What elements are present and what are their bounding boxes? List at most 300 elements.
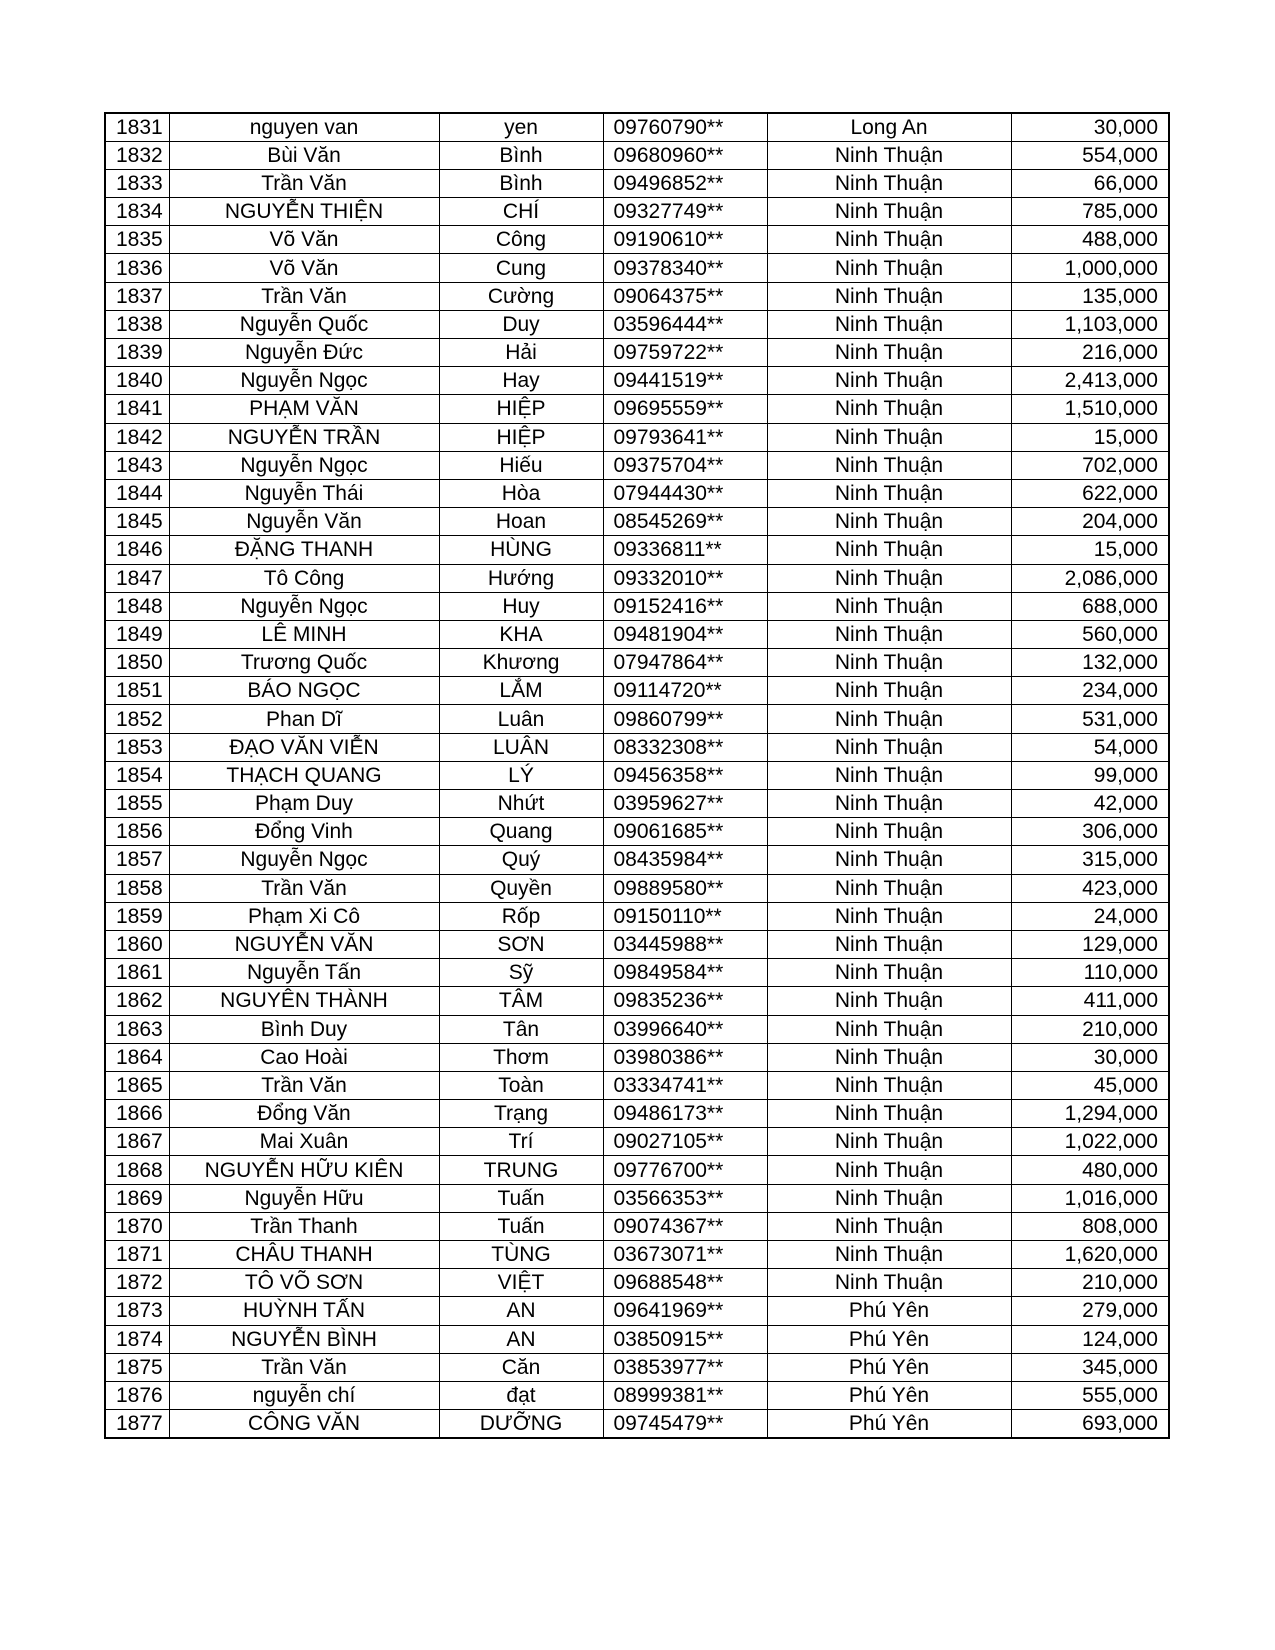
province-cell: Ninh Thuận [767,987,1011,1015]
phone-cell: 09835236** [603,987,767,1015]
last-name-cell: NGUYÊN THÀNH [169,987,439,1015]
phone-cell: 09759722** [603,339,767,367]
row-number-cell: 1853 [105,733,169,761]
amount-cell: 2,413,000 [1011,367,1169,395]
phone-cell: 07947864** [603,649,767,677]
amount-cell: 688,000 [1011,592,1169,620]
table-row [105,1156,1169,1184]
row-number-cell: 1860 [105,930,169,958]
row-number-cell: 1876 [105,1381,169,1409]
row-number-cell: 1839 [105,339,169,367]
last-name-cell: Tô Công [169,564,439,592]
phone-cell: 09889580** [603,874,767,902]
phone-cell: 08332308** [603,733,767,761]
first-name-cell: HÙNG [439,536,603,564]
province-cell: Ninh Thuận [767,1269,1011,1297]
phone-cell: 03673071** [603,1241,767,1269]
phone-cell: 09064375** [603,282,767,310]
table-row [105,198,1169,226]
province-cell: Ninh Thuận [767,1043,1011,1071]
province-cell: Ninh Thuận [767,592,1011,620]
province-cell: Ninh Thuận [767,649,1011,677]
province-cell: Phú Yên [767,1297,1011,1325]
amount-cell: 15,000 [1011,423,1169,451]
phone-cell: 09332010** [603,564,767,592]
province-cell: Ninh Thuận [767,818,1011,846]
last-name-cell: Nguyễn Ngọc [169,846,439,874]
first-name-cell: Toàn [439,1071,603,1099]
last-name-cell: TÔ VÕ SƠN [169,1269,439,1297]
row-number-cell: 1862 [105,987,169,1015]
row-number-cell: 1852 [105,705,169,733]
last-name-cell: CÔNG VĂN [169,1410,439,1438]
first-name-cell: Hòa [439,479,603,507]
table-row [105,339,1169,367]
table-row [105,902,1169,930]
table-row [105,1325,1169,1353]
row-number-cell: 1847 [105,564,169,592]
last-name-cell: Cao Hoài [169,1043,439,1071]
phone-cell: 09486173** [603,1100,767,1128]
last-name-cell: LÊ MINH [169,620,439,648]
first-name-cell: LUÂN [439,733,603,761]
table-row [105,790,1169,818]
first-name-cell: Tuấn [439,1212,603,1240]
phone-cell: 08545269** [603,508,767,536]
province-cell: Ninh Thuận [767,1184,1011,1212]
province-cell: Ninh Thuận [767,282,1011,310]
province-cell: Phú Yên [767,1410,1011,1438]
province-cell: Ninh Thuận [767,846,1011,874]
first-name-cell: HIỆP [439,395,603,423]
phone-cell: 09441519** [603,367,767,395]
table-row [105,818,1169,846]
first-name-cell: đạt [439,1381,603,1409]
first-name-cell: Hiếu [439,451,603,479]
province-cell: Ninh Thuận [767,874,1011,902]
province-cell: Ninh Thuận [767,902,1011,930]
last-name-cell: Nguyễn Thái [169,479,439,507]
province-cell: Ninh Thuận [767,141,1011,169]
amount-cell: 110,000 [1011,959,1169,987]
last-name-cell: Bùi Văn [169,141,439,169]
last-name-cell: Trương Quốc [169,649,439,677]
phone-cell: 09745479** [603,1410,767,1438]
phone-cell: 09688548** [603,1269,767,1297]
row-number-cell: 1844 [105,479,169,507]
phone-cell: 09378340** [603,254,767,282]
first-name-cell: Bình [439,169,603,197]
amount-cell: 808,000 [1011,1212,1169,1240]
province-cell: Ninh Thuận [767,564,1011,592]
row-number-cell: 1869 [105,1184,169,1212]
province-cell: Ninh Thuận [767,930,1011,958]
phone-cell: 09760790** [603,113,767,141]
province-cell: Ninh Thuận [767,310,1011,338]
phone-cell: 09027105** [603,1128,767,1156]
last-name-cell: NGUYỄN THIỆN [169,198,439,226]
last-name-cell: Trần Văn [169,1071,439,1099]
table-row [105,536,1169,564]
last-name-cell: Trần Văn [169,169,439,197]
amount-cell: 204,000 [1011,508,1169,536]
first-name-cell: DƯỠNG [439,1410,603,1438]
amount-cell: 42,000 [1011,790,1169,818]
table-row [105,367,1169,395]
first-name-cell: Quang [439,818,603,846]
phone-cell: 09061685** [603,818,767,846]
last-name-cell: Nguyễn Ngọc [169,367,439,395]
first-name-cell: AN [439,1325,603,1353]
row-number-cell: 1854 [105,761,169,789]
phone-cell: 07944430** [603,479,767,507]
row-number-cell: 1850 [105,649,169,677]
first-name-cell: Hải [439,339,603,367]
first-name-cell: KHA [439,620,603,648]
last-name-cell: ĐẠO VĂN VIỄN [169,733,439,761]
phone-cell: 09456358** [603,761,767,789]
phone-cell: 03996640** [603,1015,767,1043]
amount-cell: 306,000 [1011,818,1169,846]
row-number-cell: 1857 [105,846,169,874]
phone-cell: 09327749** [603,198,767,226]
donor-table [104,112,1170,1439]
first-name-cell: AN [439,1297,603,1325]
phone-cell: 08999381** [603,1381,767,1409]
last-name-cell: nguyen van [169,113,439,141]
table-row [105,930,1169,958]
table-row [105,1269,1169,1297]
table-row [105,564,1169,592]
first-name-cell: Căn [439,1353,603,1381]
row-number-cell: 1846 [105,536,169,564]
first-name-cell: LÝ [439,761,603,789]
amount-cell: 1,016,000 [1011,1184,1169,1212]
first-name-cell: Nhứt [439,790,603,818]
last-name-cell: ĐẶNG THANH [169,536,439,564]
province-cell: Ninh Thuận [767,169,1011,197]
row-number-cell: 1845 [105,508,169,536]
first-name-cell: Tuấn [439,1184,603,1212]
amount-cell: 554,000 [1011,141,1169,169]
province-cell: Ninh Thuận [767,254,1011,282]
table-row [105,169,1169,197]
amount-cell: 1,103,000 [1011,310,1169,338]
first-name-cell: Duy [439,310,603,338]
last-name-cell: Đổng Văn [169,1100,439,1128]
phone-cell: 09114720** [603,677,767,705]
table-row [105,677,1169,705]
phone-cell: 09496852** [603,169,767,197]
row-number-cell: 1832 [105,141,169,169]
first-name-cell: TÂM [439,987,603,1015]
first-name-cell: Khương [439,649,603,677]
amount-cell: 45,000 [1011,1071,1169,1099]
province-cell: Ninh Thuận [767,705,1011,733]
amount-cell: 315,000 [1011,846,1169,874]
row-number-cell: 1871 [105,1241,169,1269]
first-name-cell: Quý [439,846,603,874]
province-cell: Phú Yên [767,1353,1011,1381]
amount-cell: 216,000 [1011,339,1169,367]
first-name-cell: Công [439,226,603,254]
row-number-cell: 1865 [105,1071,169,1099]
first-name-cell: SƠN [439,930,603,958]
row-number-cell: 1833 [105,169,169,197]
last-name-cell: NGUYỄN HỮU KIÊN [169,1156,439,1184]
last-name-cell: Nguyễn Văn [169,508,439,536]
province-cell: Ninh Thuận [767,959,1011,987]
table-row [105,705,1169,733]
last-name-cell: Nguyễn Hữu [169,1184,439,1212]
phone-cell: 09375704** [603,451,767,479]
table-row [105,733,1169,761]
last-name-cell: BÁO NGỌC [169,677,439,705]
province-cell: Ninh Thuận [767,226,1011,254]
amount-cell: 1,510,000 [1011,395,1169,423]
row-number-cell: 1867 [105,1128,169,1156]
amount-cell: 30,000 [1011,1043,1169,1071]
amount-cell: 345,000 [1011,1353,1169,1381]
row-number-cell: 1848 [105,592,169,620]
province-cell: Phú Yên [767,1325,1011,1353]
province-cell: Ninh Thuận [767,1156,1011,1184]
table-row [105,423,1169,451]
row-number-cell: 1837 [105,282,169,310]
table-row [105,479,1169,507]
last-name-cell: CHÂU THANH [169,1241,439,1269]
province-cell: Ninh Thuận [767,423,1011,451]
row-number-cell: 1873 [105,1297,169,1325]
row-number-cell: 1858 [105,874,169,902]
phone-cell: 09190610** [603,226,767,254]
phone-cell: 09481904** [603,620,767,648]
phone-cell: 09776700** [603,1156,767,1184]
table-row [105,113,1169,141]
row-number-cell: 1856 [105,818,169,846]
province-cell: Ninh Thuận [767,790,1011,818]
amount-cell: 99,000 [1011,761,1169,789]
table-row [105,1410,1169,1438]
row-number-cell: 1851 [105,677,169,705]
first-name-cell: Cường [439,282,603,310]
amount-cell: 480,000 [1011,1156,1169,1184]
table-row [105,310,1169,338]
row-number-cell: 1872 [105,1269,169,1297]
last-name-cell: Nguyễn Quốc [169,310,439,338]
amount-cell: 1,022,000 [1011,1128,1169,1156]
row-number-cell: 1834 [105,198,169,226]
row-number-cell: 1843 [105,451,169,479]
province-cell: Ninh Thuận [767,508,1011,536]
first-name-cell: TRUNG [439,1156,603,1184]
phone-cell: 09793641** [603,423,767,451]
first-name-cell: Hướng [439,564,603,592]
row-number-cell: 1835 [105,226,169,254]
table-row [105,254,1169,282]
row-number-cell: 1841 [105,395,169,423]
province-cell: Ninh Thuận [767,677,1011,705]
amount-cell: 210,000 [1011,1015,1169,1043]
table-row [105,1015,1169,1043]
row-number-cell: 1868 [105,1156,169,1184]
phone-cell: 09152416** [603,592,767,620]
table-row [105,959,1169,987]
province-cell: Ninh Thuận [767,1212,1011,1240]
row-number-cell: 1870 [105,1212,169,1240]
table-row [105,1353,1169,1381]
first-name-cell: Thơm [439,1043,603,1071]
amount-cell: 15,000 [1011,536,1169,564]
amount-cell: 54,000 [1011,733,1169,761]
table-row [105,874,1169,902]
province-cell: Ninh Thuận [767,198,1011,226]
amount-cell: 622,000 [1011,479,1169,507]
last-name-cell: Võ Văn [169,254,439,282]
phone-cell: 03445988** [603,930,767,958]
amount-cell: 279,000 [1011,1297,1169,1325]
table-row [105,1381,1169,1409]
table-row [105,451,1169,479]
row-number-cell: 1859 [105,902,169,930]
amount-cell: 2,086,000 [1011,564,1169,592]
province-cell: Ninh Thuận [767,395,1011,423]
last-name-cell: NGUYỄN VĂN [169,930,439,958]
table-row [105,1043,1169,1071]
table-row [105,649,1169,677]
last-name-cell: Nguyễn Ngọc [169,451,439,479]
first-name-cell: TÙNG [439,1241,603,1269]
phone-cell: 03566353** [603,1184,767,1212]
province-cell: Ninh Thuận [767,451,1011,479]
amount-cell: 693,000 [1011,1410,1169,1438]
phone-cell: 08435984** [603,846,767,874]
table-row [105,1100,1169,1128]
phone-cell: 03980386** [603,1043,767,1071]
donor-table-body [105,113,1169,1438]
amount-cell: 1,620,000 [1011,1241,1169,1269]
amount-cell: 129,000 [1011,930,1169,958]
province-cell: Ninh Thuận [767,1241,1011,1269]
amount-cell: 411,000 [1011,987,1169,1015]
last-name-cell: THẠCH QUANG [169,761,439,789]
amount-cell: 1,000,000 [1011,254,1169,282]
first-name-cell: Hay [439,367,603,395]
last-name-cell: Nguyễn Ngọc [169,592,439,620]
first-name-cell: Sỹ [439,959,603,987]
first-name-cell: VIỆT [439,1269,603,1297]
first-name-cell: HIỆP [439,423,603,451]
last-name-cell: Phạm Duy [169,790,439,818]
first-name-cell: Bình [439,141,603,169]
phone-cell: 09695559** [603,395,767,423]
amount-cell: 66,000 [1011,169,1169,197]
last-name-cell: Phan Dĩ [169,705,439,733]
amount-cell: 785,000 [1011,198,1169,226]
first-name-cell: LẮM [439,677,603,705]
first-name-cell: Quyền [439,874,603,902]
phone-cell: 09849584** [603,959,767,987]
first-name-cell: Trạng [439,1100,603,1128]
table-row [105,282,1169,310]
last-name-cell: PHẠM VĂN [169,395,439,423]
row-number-cell: 1842 [105,423,169,451]
amount-cell: 423,000 [1011,874,1169,902]
last-name-cell: Võ Văn [169,226,439,254]
row-number-cell: 1861 [105,959,169,987]
row-number-cell: 1864 [105,1043,169,1071]
table-row [105,1212,1169,1240]
phone-cell: 09150110** [603,902,767,930]
last-name-cell: Trần Văn [169,874,439,902]
province-cell: Ninh Thuận [767,536,1011,564]
province-cell: Phú Yên [767,1381,1011,1409]
table-row [105,395,1169,423]
row-number-cell: 1863 [105,1015,169,1043]
amount-cell: 555,000 [1011,1381,1169,1409]
province-cell: Ninh Thuận [767,1015,1011,1043]
row-number-cell: 1874 [105,1325,169,1353]
table-row [105,1071,1169,1099]
first-name-cell: CHÍ [439,198,603,226]
table-row [105,846,1169,874]
amount-cell: 210,000 [1011,1269,1169,1297]
province-cell: Long An [767,113,1011,141]
last-name-cell: Trần Thanh [169,1212,439,1240]
province-cell: Ninh Thuận [767,1100,1011,1128]
table-row [105,987,1169,1015]
province-cell: Ninh Thuận [767,367,1011,395]
amount-cell: 234,000 [1011,677,1169,705]
last-name-cell: Nguyễn Tấn [169,959,439,987]
table-row [105,508,1169,536]
first-name-cell: Cung [439,254,603,282]
phone-cell: 09336811** [603,536,767,564]
phone-cell: 03596444** [603,310,767,338]
row-number-cell: 1838 [105,310,169,338]
last-name-cell: Đổng Vinh [169,818,439,846]
phone-cell: 09680960** [603,141,767,169]
first-name-cell: Luân [439,705,603,733]
last-name-cell: Bình Duy [169,1015,439,1043]
first-name-cell: Huy [439,592,603,620]
first-name-cell: Tân [439,1015,603,1043]
row-number-cell: 1877 [105,1410,169,1438]
first-name-cell: Rốp [439,902,603,930]
table-row [105,141,1169,169]
row-number-cell: 1836 [105,254,169,282]
last-name-cell: HUỲNH TẤN [169,1297,439,1325]
amount-cell: 135,000 [1011,282,1169,310]
phone-cell: 09860799** [603,705,767,733]
row-number-cell: 1855 [105,790,169,818]
amount-cell: 1,294,000 [1011,1100,1169,1128]
last-name-cell: Trần Văn [169,1353,439,1381]
province-cell: Ninh Thuận [767,733,1011,761]
amount-cell: 560,000 [1011,620,1169,648]
phone-cell: 09074367** [603,1212,767,1240]
table-row [105,620,1169,648]
province-cell: Ninh Thuận [767,761,1011,789]
amount-cell: 488,000 [1011,226,1169,254]
amount-cell: 531,000 [1011,705,1169,733]
row-number-cell: 1831 [105,113,169,141]
phone-cell: 03334741** [603,1071,767,1099]
row-number-cell: 1866 [105,1100,169,1128]
last-name-cell: Mai Xuân [169,1128,439,1156]
amount-cell: 124,000 [1011,1325,1169,1353]
last-name-cell: nguyễn chí [169,1381,439,1409]
